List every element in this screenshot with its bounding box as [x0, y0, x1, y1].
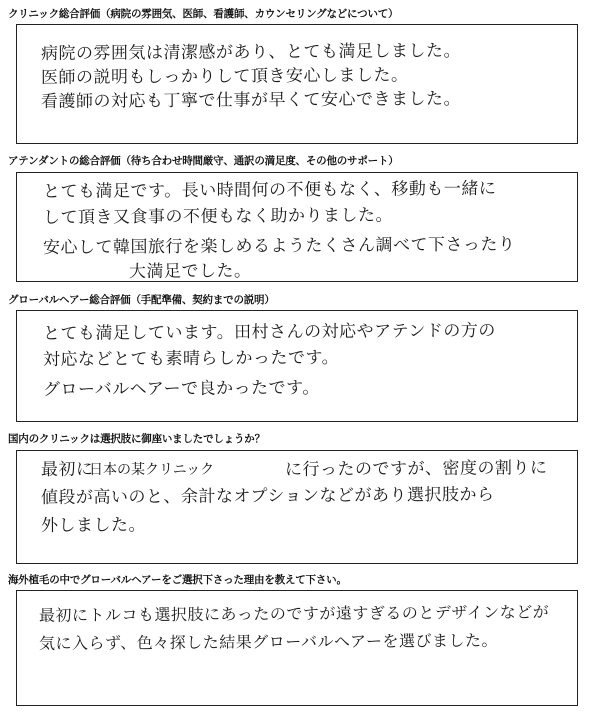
handwritten-line: 最初に — [40, 459, 94, 480]
handwritten-line: 病院の雰囲気は清潔感があり、とても満足しました。 — [40, 41, 462, 64]
handwritten-line: グローバルヘアーで良かったです。 — [42, 378, 320, 400]
handwritten-line: 医師の説明もしっかりして頂き安心しました。 — [40, 65, 409, 88]
answer-box — [16, 24, 578, 144]
handwritten-line: 対応などとても素晴らしかったです。 — [42, 347, 340, 370]
handwritten-line: とても満足しています。田村さんの対応やアテンドの方の — [42, 320, 496, 344]
answer-box — [16, 590, 578, 706]
section-heading: グローバルヘアー総合評価（手配準備、契約までの説明） — [8, 294, 275, 306]
handwritten-line: 外しました。 — [40, 515, 147, 536]
handwritten-line: に行ったのですが、密度の割りに — [284, 458, 548, 480]
section-heading: クリニック総合評価（病院の雰囲気、医師、看護師、カウンセリングなどについて） — [8, 8, 399, 20]
answer-box — [16, 172, 578, 282]
handwritten-line: 大満足でした。 — [128, 261, 252, 282]
handwritten-line: して頂き又食事の不便もなく助かりました。 — [42, 205, 394, 228]
handwritten-line: とても満足です。長い時間何の不便もなく、移動も一緒に — [42, 178, 497, 202]
answer-box — [16, 310, 578, 422]
handwritten-line: 値段が高いのと、余計なオプションなどがあり選択肢から — [40, 484, 495, 508]
handwritten-line: 最初にトルコも選択肢にあったのですが遠すぎるのとデザインなどが — [38, 602, 550, 625]
section-heading: 海外植毛の中でグローバルヘアーをご選択下さった理由を教えて下さい。 — [8, 574, 347, 586]
handwritten-line: 看護師の対応も丁寧で仕事が早くて安心できました。 — [40, 89, 462, 112]
handwritten-line: 気に入らず、色々探した結果グローバルヘアーを選びました。 — [38, 630, 499, 653]
handwritten-line: 安心して韓国旅行を楽しめるようたくさん調べて下さったり — [42, 234, 516, 258]
section-heading: アテンダントの総合評価（待ち合わせ時間厳守、通訳の満足度、その他のサポート） — [8, 155, 399, 167]
section-heading: 国内のクリニックは選択肢に御座いましたでしょうか？ — [8, 433, 265, 445]
printed-clinic-name: 日本の某クリニック — [89, 462, 215, 478]
answer-box — [16, 450, 578, 564]
